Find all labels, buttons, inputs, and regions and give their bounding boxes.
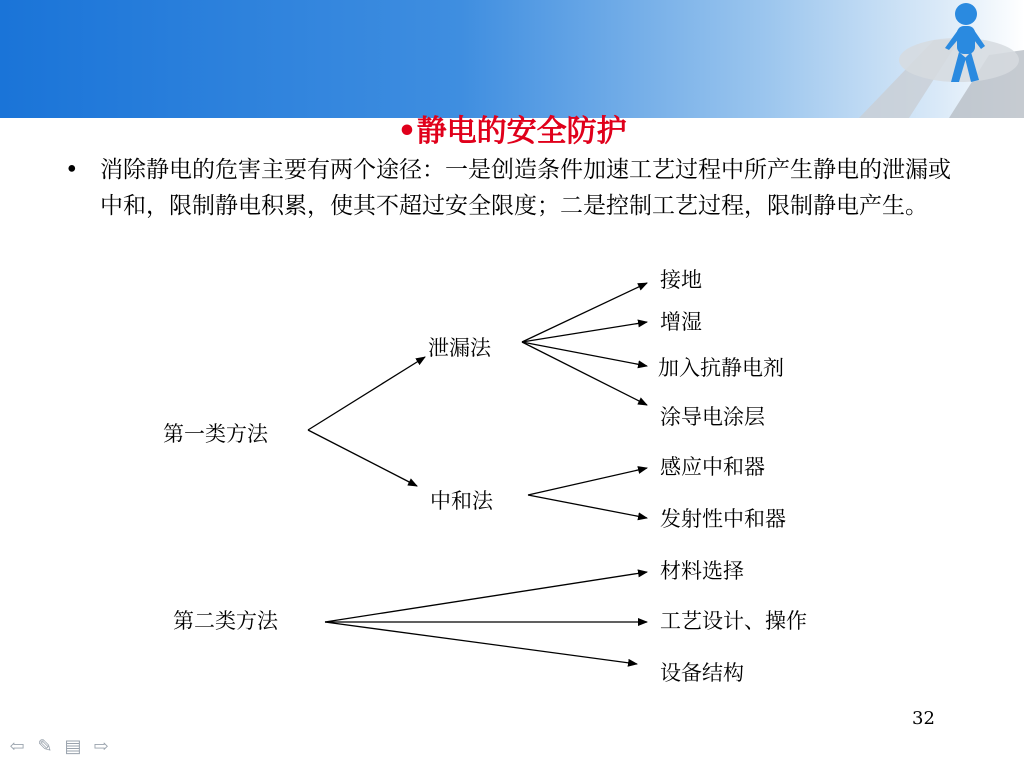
arrow-right-icon[interactable]: ⇨ <box>93 736 109 757</box>
arrow-leak-to-antistatic <box>522 342 647 366</box>
bullet-marker: • <box>65 157 79 183</box>
leak-item-humidify: 增湿 <box>660 310 702 334</box>
slide-title: •静电的安全防护 <box>397 114 627 149</box>
arrow-leak-to-ground <box>522 283 647 342</box>
leak-item-antistatic: 加入抗静电剂 <box>658 356 784 380</box>
arrow-method2-to-equipment <box>325 622 637 664</box>
arrow-method1-to-leak <box>308 357 425 430</box>
method2-item-process: 工艺设计、操作 <box>660 609 807 633</box>
arrow-method2-to-material <box>325 572 647 622</box>
method2-label: 第二类方法 <box>173 609 278 633</box>
neutral-item-induction: 感应中和器 <box>660 455 765 479</box>
page-number: 32 <box>912 708 935 729</box>
arrow-neutral-to-induction <box>528 468 647 495</box>
leak-item-ground: 接地 <box>660 268 702 292</box>
method2-item-material: 材料选择 <box>660 559 744 583</box>
arrow-neutral-to-radioactive <box>528 495 647 518</box>
menu-icon[interactable]: ▤ <box>64 736 82 757</box>
neutral-item-radioactive: 发射性中和器 <box>660 507 786 531</box>
method2-item-equipment: 设备结构 <box>660 661 744 685</box>
pen-icon[interactable]: ✎ <box>37 736 53 757</box>
leak-item-coating: 涂导电涂层 <box>660 405 765 429</box>
arrow-method1-to-neutral <box>308 430 417 486</box>
slide-nav-controls <box>8 736 110 757</box>
method1-label: 第一类方法 <box>163 422 268 446</box>
arrow-left-icon[interactable]: ⇦ <box>9 736 25 757</box>
bullet-paragraph: 消除静电的危害主要有两个途径：一是创造条件加速工艺过程中所产生静电的泄漏或中和，限制静电积累，使其不超过安全限度；二是控制工艺过程，限制静电产生。 <box>100 157 951 219</box>
leak-method-label: 泄漏法 <box>428 336 491 360</box>
arrow-leak-to-coating <box>522 342 647 405</box>
arrow-leak-to-humidify <box>522 322 647 342</box>
neutral-method-label: 中和法 <box>430 489 493 513</box>
